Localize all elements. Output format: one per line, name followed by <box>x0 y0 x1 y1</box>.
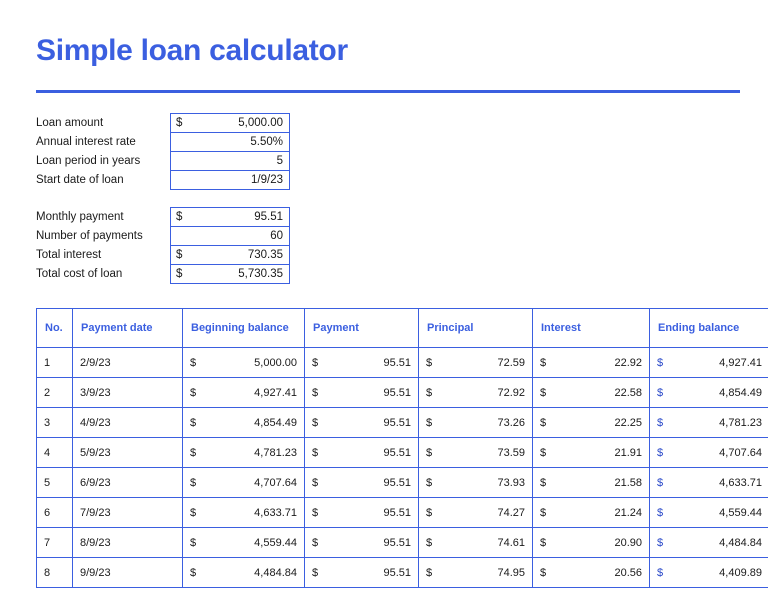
cell-ending-balance <box>650 468 768 498</box>
cell-value: 95.51 <box>383 476 411 489</box>
summary-field-total-cost <box>171 265 290 284</box>
cell-beginning-balance <box>183 408 305 438</box>
cell-value: 95.51 <box>383 356 411 369</box>
currency-symbol: $ <box>312 416 319 429</box>
summary-label-number-of-payments: Number of payments <box>36 230 143 242</box>
cell-payment-date: 7/9/23 <box>73 498 183 528</box>
cell-principal <box>419 348 533 378</box>
cell-beginning-balance <box>183 438 305 468</box>
cell-value: 4,781.23 <box>719 416 762 429</box>
currency-symbol: $ <box>312 506 319 519</box>
currency-symbol: $ <box>176 268 183 280</box>
input-label-annual-interest-rate: Annual interest rate <box>36 136 136 148</box>
cell-payment <box>305 348 419 378</box>
currency-symbol: $ <box>426 416 433 429</box>
cell-no: 6 <box>37 498 73 528</box>
cell-payment <box>305 558 419 588</box>
column-header-payment[interactable]: Payment <box>305 309 419 348</box>
currency-symbol: $ <box>190 536 197 549</box>
cell-value: 95.51 <box>383 566 411 579</box>
column-header-ending-balance[interactable]: Ending balance <box>650 309 768 348</box>
cell-value: 95.51 <box>383 536 411 549</box>
cell-no: 3 <box>37 408 73 438</box>
cell-value: 21.24 <box>614 506 642 519</box>
currency-symbol: $ <box>176 117 183 129</box>
cell-payment <box>305 528 419 558</box>
currency-symbol: $ <box>657 566 664 579</box>
currency-symbol: $ <box>657 446 664 459</box>
currency-symbol: $ <box>312 446 319 459</box>
cell-no: 7 <box>37 528 73 558</box>
currency-symbol: $ <box>190 566 197 579</box>
cell-ending-balance <box>650 528 768 558</box>
currency-symbol: $ <box>176 211 183 223</box>
input-label-start-date: Start date of loan <box>36 174 124 186</box>
table-row <box>37 558 768 588</box>
cell-value: 4,559.44 <box>719 506 762 519</box>
currency-symbol: $ <box>657 356 664 369</box>
cell-payment-date: 2/9/23 <box>73 348 183 378</box>
cell-payment-date: 9/9/23 <box>73 558 183 588</box>
currency-symbol: $ <box>540 446 547 459</box>
currency-symbol: $ <box>190 416 197 429</box>
cell-value: 4,484.84 <box>719 536 762 549</box>
cell-no: 8 <box>37 558 73 588</box>
currency-symbol: $ <box>426 356 433 369</box>
summary-label-total-interest: Total interest <box>36 249 102 261</box>
loan-inputs-table <box>36 113 290 190</box>
summary-row-total-interest <box>36 246 290 265</box>
cell-value: 73.26 <box>497 416 525 429</box>
cell-value: 4,409.89 <box>719 566 762 579</box>
column-header-beginning-balance[interactable]: Beginning balance <box>183 309 305 348</box>
parameters-area <box>36 113 750 284</box>
currency-symbol: $ <box>190 386 197 399</box>
loan-summary-table <box>36 207 290 284</box>
input-field-start-date[interactable] <box>171 171 290 190</box>
cell-value: 4,633.71 <box>719 476 762 489</box>
currency-symbol: $ <box>657 386 664 399</box>
cell-value: 74.95 <box>497 566 525 579</box>
cell-value: 95.51 <box>383 386 411 399</box>
cell-interest <box>533 378 650 408</box>
page-title: Simple loan calculator <box>36 34 348 67</box>
currency-symbol: $ <box>190 476 197 489</box>
cell-value: 95.51 <box>383 416 411 429</box>
input-row-loan-period <box>36 152 290 171</box>
column-header-payment-date[interactable]: Payment date <box>73 309 183 348</box>
cell-principal <box>419 378 533 408</box>
cell-payment-date: 4/9/23 <box>73 408 183 438</box>
currency-symbol: $ <box>426 566 433 579</box>
summary-value-number-of-payments: 60 <box>270 230 283 242</box>
summary-row-total-cost <box>36 265 290 284</box>
currency-symbol: $ <box>312 566 319 579</box>
input-field-loan-period[interactable] <box>171 152 290 171</box>
cell-beginning-balance <box>183 528 305 558</box>
input-row-loan-amount <box>36 114 290 133</box>
summary-value-monthly-payment: 95.51 <box>254 211 283 223</box>
currency-symbol: $ <box>540 476 547 489</box>
input-field-annual-interest-rate[interactable] <box>171 133 290 152</box>
cell-payment-date: 3/9/23 <box>73 378 183 408</box>
cell-value: 95.51 <box>383 506 411 519</box>
cell-value: 22.58 <box>614 386 642 399</box>
cell-value: 4,633.71 <box>254 506 297 519</box>
amortization-table <box>36 308 768 588</box>
currency-symbol: $ <box>426 536 433 549</box>
cell-ending-balance <box>650 378 768 408</box>
table-row <box>37 438 768 468</box>
currency-symbol: $ <box>657 476 664 489</box>
table-row <box>37 408 768 438</box>
cell-ending-balance <box>650 498 768 528</box>
cell-value: 21.91 <box>614 446 642 459</box>
input-field-loan-amount[interactable] <box>171 114 290 133</box>
cell-value: 4,927.41 <box>254 386 297 399</box>
currency-symbol: $ <box>540 566 547 579</box>
cell-interest <box>533 468 650 498</box>
currency-symbol: $ <box>312 356 319 369</box>
cell-no: 4 <box>37 438 73 468</box>
cell-value: 20.90 <box>614 536 642 549</box>
summary-value-total-cost: 5,730.35 <box>238 268 283 280</box>
cell-value: 20.56 <box>614 566 642 579</box>
input-label-loan-period: Loan period in years <box>36 155 141 167</box>
table-body <box>37 348 768 588</box>
cell-value: 72.59 <box>497 356 525 369</box>
input-value-loan-amount: 5,000.00 <box>238 117 283 129</box>
cell-value: 22.92 <box>614 356 642 369</box>
cell-principal <box>419 468 533 498</box>
cell-ending-balance <box>650 408 768 438</box>
currency-symbol: $ <box>426 386 433 399</box>
cell-value: 74.61 <box>497 536 525 549</box>
cell-value: 4,707.64 <box>719 446 762 459</box>
cell-value: 22.25 <box>614 416 642 429</box>
cell-interest <box>533 558 650 588</box>
cell-payment <box>305 468 419 498</box>
cell-payment-date: 8/9/23 <box>73 528 183 558</box>
input-value-annual-interest-rate: 5.50% <box>250 136 283 148</box>
currency-symbol: $ <box>657 536 664 549</box>
currency-symbol: $ <box>190 506 197 519</box>
cell-interest <box>533 348 650 378</box>
currency-symbol: $ <box>540 506 547 519</box>
cell-value: 21.58 <box>614 476 642 489</box>
cell-interest <box>533 408 650 438</box>
column-header-no[interactable]: No. <box>37 309 73 348</box>
cell-ending-balance <box>650 348 768 378</box>
cell-beginning-balance <box>183 468 305 498</box>
cell-value: 73.93 <box>497 476 525 489</box>
currency-symbol: $ <box>426 506 433 519</box>
cell-value: 95.51 <box>383 446 411 459</box>
currency-symbol: $ <box>312 536 319 549</box>
cell-value: 4,484.84 <box>254 566 297 579</box>
cell-no: 2 <box>37 378 73 408</box>
cell-principal <box>419 438 533 468</box>
cell-principal <box>419 498 533 528</box>
table-row <box>37 378 768 408</box>
summary-field-monthly-payment <box>171 208 290 227</box>
cell-value: 5,000.00 <box>254 356 297 369</box>
summary-field-number-of-payments <box>171 227 290 246</box>
currency-symbol: $ <box>540 416 547 429</box>
summary-field-total-interest <box>171 246 290 265</box>
cell-interest <box>533 498 650 528</box>
currency-symbol: $ <box>176 249 183 261</box>
cell-ending-balance <box>650 438 768 468</box>
cell-value: 4,854.49 <box>719 386 762 399</box>
cell-principal <box>419 528 533 558</box>
currency-symbol: $ <box>540 386 547 399</box>
summary-label-total-cost: Total cost of loan <box>36 268 123 280</box>
table-row <box>37 468 768 498</box>
table-header-row <box>37 309 768 348</box>
currency-symbol: $ <box>540 356 547 369</box>
summary-label-monthly-payment: Monthly payment <box>36 211 124 223</box>
column-header-interest[interactable]: Interest <box>533 309 650 348</box>
table-row <box>37 348 768 378</box>
cell-payment <box>305 498 419 528</box>
cell-value: 4,559.44 <box>254 536 297 549</box>
cell-payment <box>305 408 419 438</box>
cell-value: 4,707.64 <box>254 476 297 489</box>
currency-symbol: $ <box>426 476 433 489</box>
cell-value: 73.59 <box>497 446 525 459</box>
cell-interest <box>533 438 650 468</box>
cell-principal <box>419 408 533 438</box>
summary-value-total-interest: 730.35 <box>247 249 283 261</box>
cell-value: 4,854.49 <box>254 416 297 429</box>
cell-value: 4,781.23 <box>254 446 297 459</box>
input-row-annual-interest-rate <box>36 133 290 152</box>
cell-payment-date: 5/9/23 <box>73 438 183 468</box>
summary-row-number-of-payments <box>36 227 290 246</box>
currency-symbol: $ <box>312 476 319 489</box>
cell-interest <box>533 528 650 558</box>
currency-symbol: $ <box>540 536 547 549</box>
section-spacer <box>36 190 750 207</box>
cell-beginning-balance <box>183 348 305 378</box>
cell-payment-date: 6/9/23 <box>73 468 183 498</box>
table-row <box>37 498 768 528</box>
currency-symbol: $ <box>190 446 197 459</box>
cell-beginning-balance <box>183 378 305 408</box>
currency-symbol: $ <box>657 416 664 429</box>
cell-value: 4,927.41 <box>719 356 762 369</box>
cell-no: 1 <box>37 348 73 378</box>
cell-payment <box>305 438 419 468</box>
cell-no: 5 <box>37 468 73 498</box>
cell-ending-balance <box>650 558 768 588</box>
currency-symbol: $ <box>312 386 319 399</box>
table-row <box>37 528 768 558</box>
column-header-principal[interactable]: Principal <box>419 309 533 348</box>
summary-row-monthly-payment <box>36 208 290 227</box>
cell-beginning-balance <box>183 498 305 528</box>
input-value-start-date: 1/9/23 <box>251 174 283 186</box>
cell-value: 74.27 <box>497 506 525 519</box>
input-value-loan-period: 5 <box>276 155 283 167</box>
currency-symbol: $ <box>426 446 433 459</box>
amortization-schedule <box>36 308 762 588</box>
input-row-start-date <box>36 171 290 190</box>
cell-value: 72.92 <box>497 386 525 399</box>
cell-beginning-balance <box>183 558 305 588</box>
currency-symbol: $ <box>657 506 664 519</box>
cell-principal <box>419 558 533 588</box>
title-divider <box>36 90 740 93</box>
input-label-loan-amount: Loan amount <box>36 117 104 129</box>
cell-payment <box>305 378 419 408</box>
currency-symbol: $ <box>190 356 197 369</box>
